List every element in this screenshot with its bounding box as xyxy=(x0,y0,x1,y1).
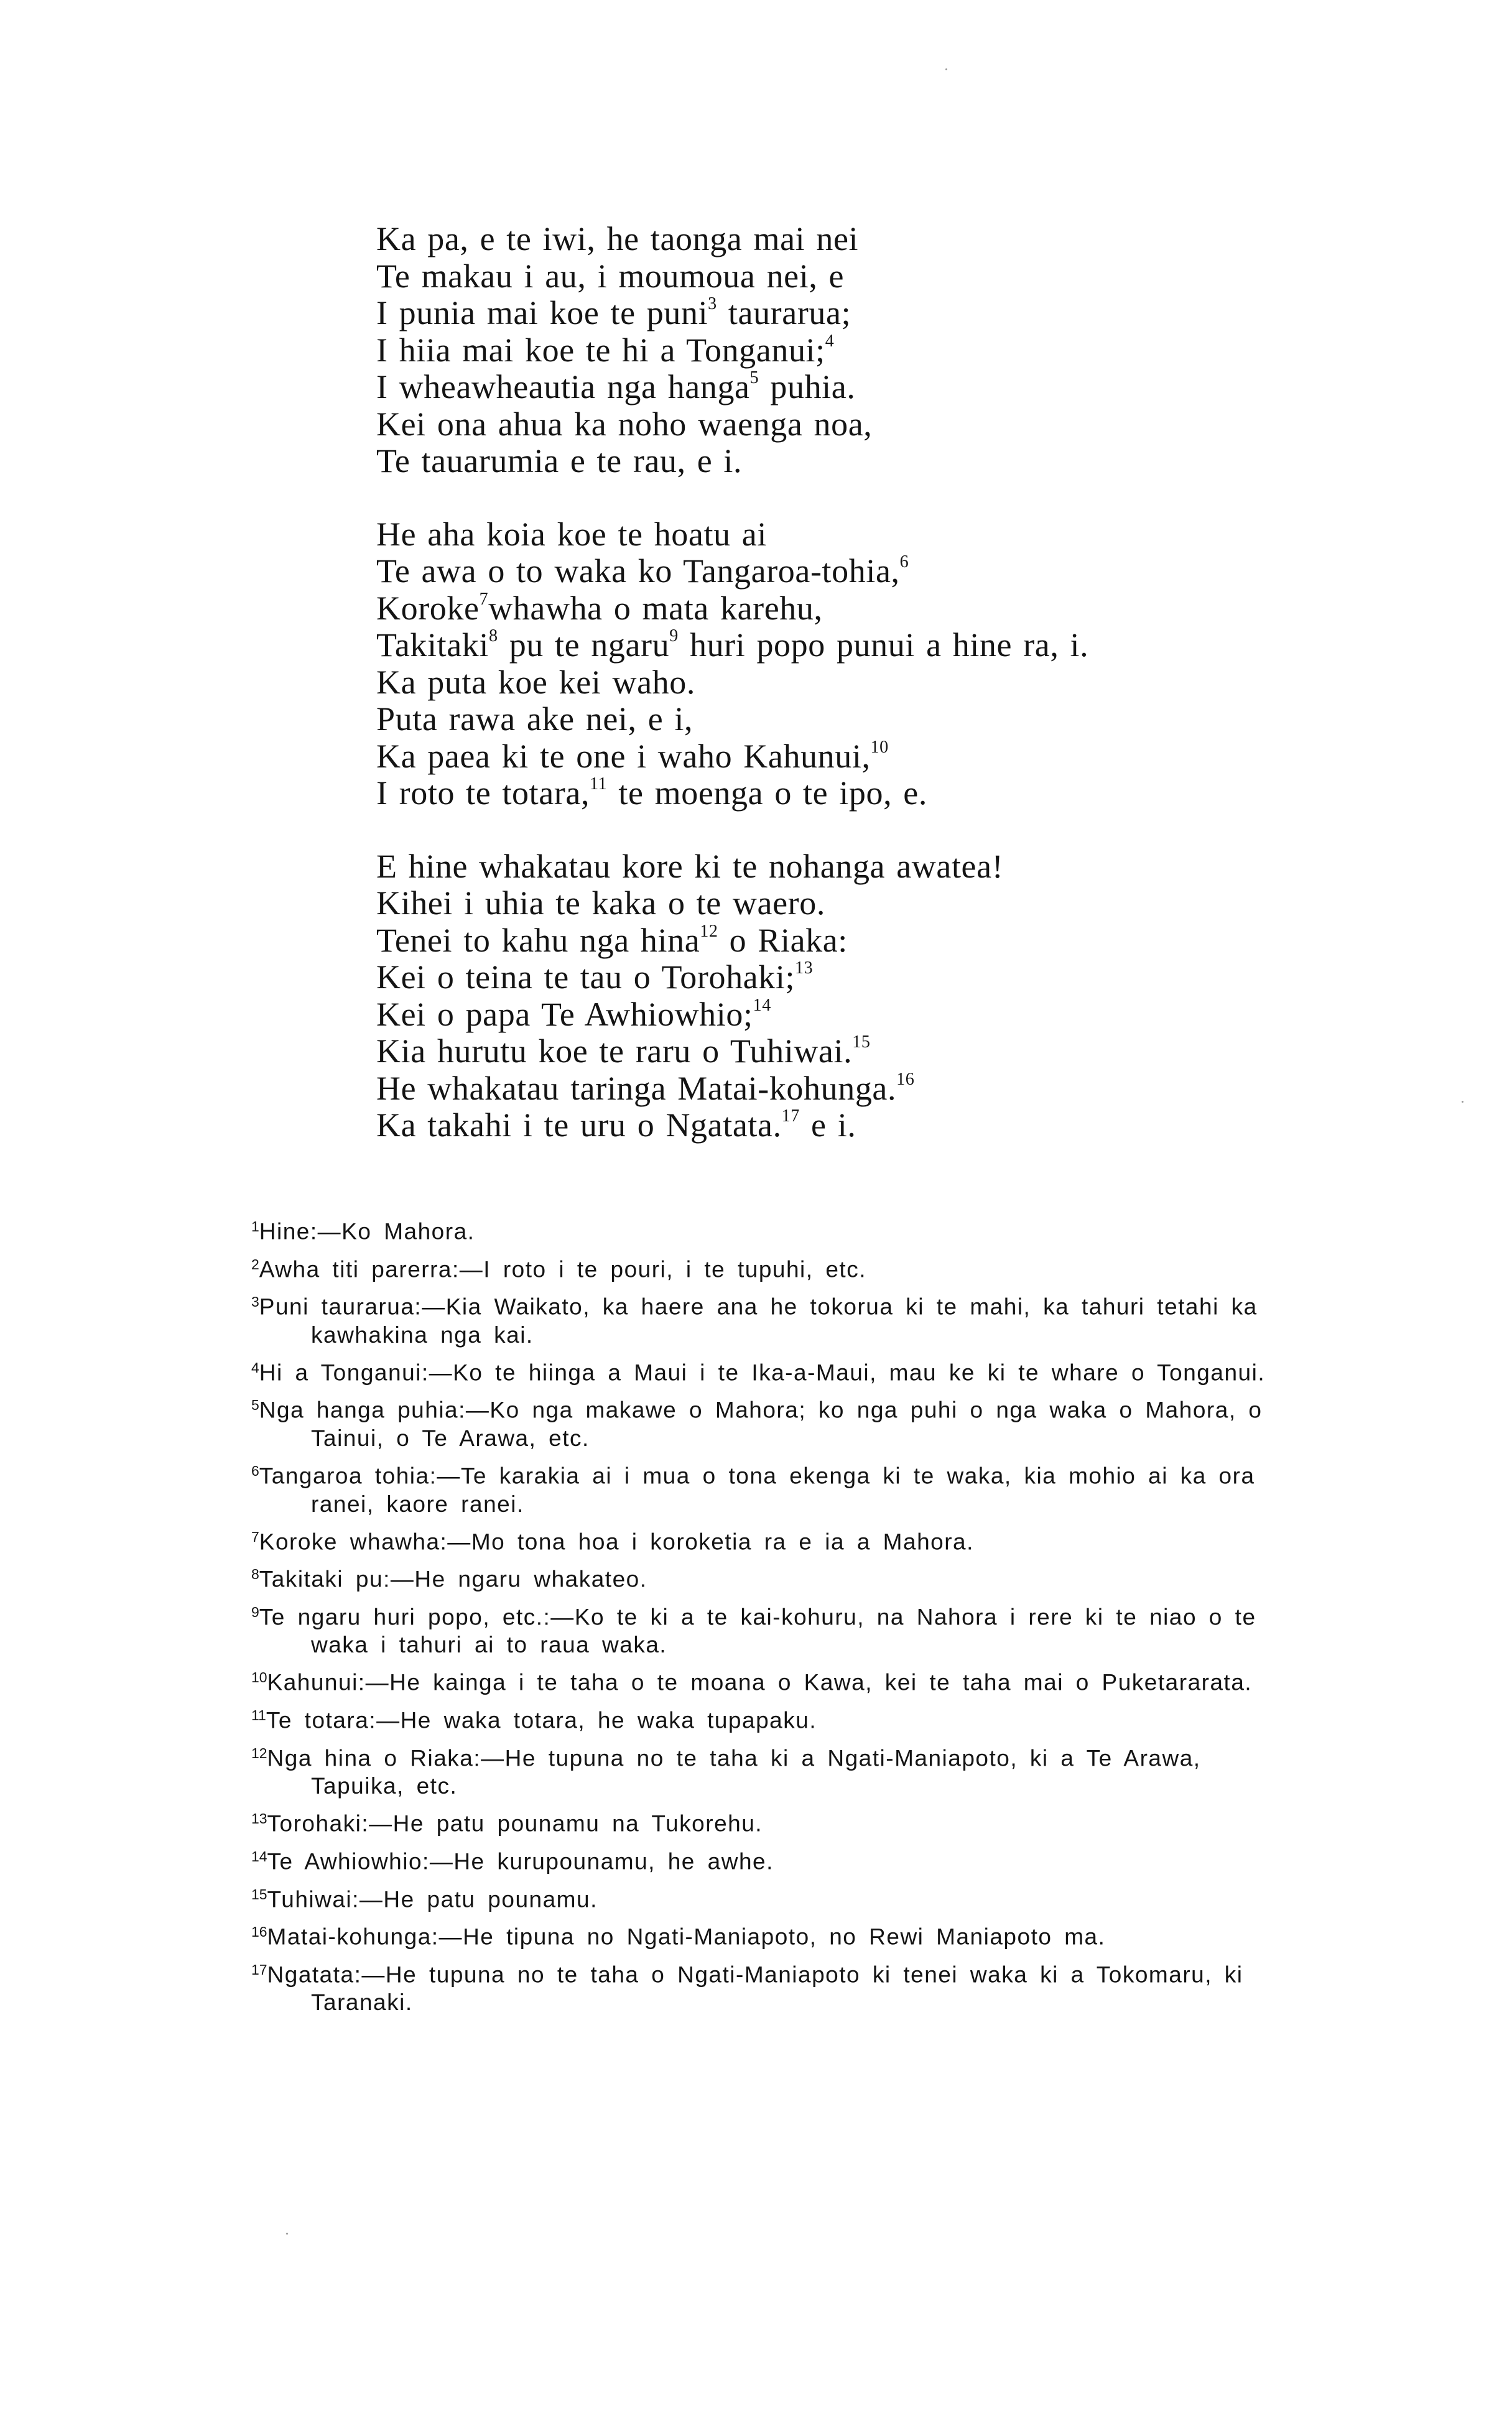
poem-line: E hine whakatau kore ki te nohanga awatea! xyxy=(376,847,1004,885)
footnote xyxy=(251,1251,1302,1284)
footnote-ref: 11 xyxy=(590,774,608,794)
poem-line: Takitaki$^8$ pu te ngaru$^9$ huri popo punui a hine ra, i. xyxy=(376,626,1089,664)
stanza xyxy=(376,516,1347,812)
scan-speck xyxy=(1462,1101,1463,1103)
footnote-number: 16 xyxy=(251,1924,267,1940)
footnote-term: Hine:— xyxy=(259,1218,342,1244)
footnote-term: Puni taurarua:— xyxy=(259,1294,446,1320)
footnote-ref: 7 xyxy=(479,589,489,609)
footnote-ref: 17 xyxy=(781,1106,800,1126)
scan-speck xyxy=(945,68,947,70)
footnote xyxy=(251,1740,1302,1800)
footnote-text: He patu pounamu. xyxy=(383,1886,598,1912)
footnote-term: Te Awhiowhio:— xyxy=(267,1848,454,1874)
footnote-number: 2 xyxy=(251,1256,259,1272)
footnote xyxy=(251,1843,1302,1876)
poem-line: I wheawheautia nga hanga$^5$ puhia. xyxy=(376,368,856,405)
footnote-ref: 9 xyxy=(669,626,679,646)
poem-line: He aha koia koe te hoatu ai xyxy=(376,515,767,553)
poem-line: Ka pa, e te iwi, he taonga mai nei xyxy=(376,220,859,257)
footnote-term: Koroke whawha:— xyxy=(259,1529,471,1555)
poem-line: I punia mai koe te puni$^3$ taurarua; xyxy=(376,294,851,331)
footnote xyxy=(251,1598,1302,1659)
footnote-text: He patu pounamu na Tukorehu. xyxy=(392,1810,763,1837)
footnote-text: I roto i te pouri, i te tupuhi, etc. xyxy=(483,1256,866,1282)
footnote-term: Tangaroa tohia:— xyxy=(259,1463,461,1489)
stanza xyxy=(376,221,1347,480)
footnote xyxy=(251,1391,1302,1452)
footnote-ref: 3 xyxy=(708,294,717,314)
footnote-text: He kurupounamu, he awhe. xyxy=(453,1848,774,1874)
poem-line: He whakatau taringa Matai-kohunga.$^{16}$ xyxy=(376,1069,915,1107)
footnote xyxy=(251,1702,1302,1735)
footnote xyxy=(251,1881,1302,1914)
poem xyxy=(376,221,1347,1180)
footnote-ref: 10 xyxy=(870,737,889,757)
poem-line: Kei o papa Te Awhiowhio;$^{14}$ xyxy=(376,995,771,1033)
poem-line: I hiia mai koe te hi a Tonganui;$^4$ xyxy=(376,331,835,369)
footnote-number: 7 xyxy=(251,1528,259,1545)
poem-line: Tenei to kahu nga hina$^{12}$ o Riaka: xyxy=(376,921,848,959)
footnote-ref: 15 xyxy=(852,1032,871,1052)
footnote-term: Torohaki:— xyxy=(267,1810,393,1837)
poem-line: Ka takahi i te uru o Ngatata.$^{17}$ e i. xyxy=(376,1106,856,1144)
footnote-text: He ngaru whakateo. xyxy=(414,1566,647,1592)
footnote-number: 1 xyxy=(251,1218,259,1235)
footnote-ref: 14 xyxy=(753,995,771,1015)
footnote xyxy=(251,1664,1302,1697)
footnote-text: Kia Waikato, ka haere ana he tokorua ki te mahi, ka tahuri tetahi ka kawhakina nga kai. xyxy=(311,1294,1258,1348)
footnote-text: Te karakia ai i mua o tona ekenga ki te waka, kia mohio ai ka ora ranei, kaore ranei. xyxy=(311,1463,1255,1517)
scan-speck xyxy=(286,2233,288,2235)
footnote-term: Te ngaru huri popo, etc.:— xyxy=(259,1604,575,1630)
footnote-number: 17 xyxy=(251,1961,267,1978)
footnote-number: 10 xyxy=(251,1669,267,1686)
footnote-number: 5 xyxy=(251,1397,259,1414)
footnote-ref: 16 xyxy=(896,1069,915,1089)
footnote-number: 15 xyxy=(251,1886,267,1902)
stanza xyxy=(376,848,1347,1144)
footnote xyxy=(251,1805,1302,1838)
poem-line: Te tauarumia e te rau, e i. xyxy=(376,442,743,480)
poem-line: Kei o teina te tau o Torohaki;$^{13}$ xyxy=(376,958,814,996)
footnote-ref: 6 xyxy=(899,552,909,572)
footnote-ref: 5 xyxy=(749,368,759,388)
footnote-number: 8 xyxy=(251,1566,259,1583)
footnote-term: Awha titi parerra:— xyxy=(259,1256,484,1282)
footnote-number: 9 xyxy=(251,1603,259,1620)
footnote xyxy=(251,1523,1302,1556)
footnote xyxy=(251,1354,1302,1387)
footnote-text: He waka totara, he waka tupapaku. xyxy=(400,1707,817,1733)
footnote-number: 4 xyxy=(251,1359,259,1376)
footnote-number: 14 xyxy=(251,1848,267,1865)
footnote-text: Ko nga makawe o Mahora; ko nga puhi o nga waka o Mahora, o Tainui, o Te Arawa, etc. xyxy=(311,1397,1263,1452)
footnote xyxy=(251,1918,1302,1951)
poem-line: Te awa o to waka ko Tangaroa-tohia,$^6$ xyxy=(376,552,909,590)
footnote-term: Ngatata:— xyxy=(267,1962,386,1988)
footnote-term: Hi a Tonganui:— xyxy=(259,1360,453,1386)
footnote-text: He tipuna no Ngati-Maniapoto, no Rewi Maniapoto ma. xyxy=(463,1924,1106,1950)
footnote-term: Tuhiwai:— xyxy=(267,1886,384,1912)
footnote-text: Ko te hiinga a Maui i te Ika-a-Maui, mau ke ki te whare o Tonganui. xyxy=(453,1360,1266,1386)
poem-line: Ka puta koe kei waho. xyxy=(376,663,695,701)
footnote-number: 11 xyxy=(251,1707,266,1724)
footnote xyxy=(251,1288,1302,1349)
footnote xyxy=(251,1956,1302,2017)
footnote-ref: 13 xyxy=(795,958,814,978)
footnote-ref: 8 xyxy=(488,626,498,646)
footnote-number: 3 xyxy=(251,1294,259,1310)
footnote-term: Kahunui:— xyxy=(267,1670,390,1696)
poem-line: Kia hurutu koe te raru o Tuhiwai.$^{15}$ xyxy=(376,1032,871,1070)
footnote-text: Ko Mahora. xyxy=(341,1218,475,1244)
footnote xyxy=(251,1213,1302,1246)
footnote-number: 6 xyxy=(251,1463,259,1480)
footnote-text: He kainga i te taha o te moana o Kawa, kei te taha mai o Puketararata. xyxy=(389,1670,1253,1696)
footnote-text: Ko te ki a te kai-kohuru, na Nahora i rere ki te niao o te waka i tahuri ai to raua waka. xyxy=(311,1604,1256,1658)
footnote-ref: 4 xyxy=(825,331,835,351)
poem-line: Kei ona ahua ka noho waenga noa, xyxy=(376,405,873,443)
poem-line: Koroke$^7$whawha o mata karehu, xyxy=(376,589,823,627)
footnote-number: 12 xyxy=(251,1745,267,1761)
footnote xyxy=(251,1560,1302,1593)
poem-line: Te makau i au, i moumoua nei, e xyxy=(376,257,845,295)
footnote-term: Te totara:— xyxy=(266,1707,401,1733)
footnote-term: Matai-kohunga:— xyxy=(267,1924,463,1950)
footnote-text: He tupuna no te taha ki a Ngati-Maniapoto, ki a Te Arawa, Tapuika, etc. xyxy=(311,1745,1201,1799)
footnote-term: Nga hina o Riaka:— xyxy=(267,1745,505,1771)
footnote-number: 13 xyxy=(251,1810,267,1827)
poem-line: I roto te totara,$^{11}$ te moenga o te ipo, e. xyxy=(376,774,927,812)
poem-line: Puta rawa ake nei, e i, xyxy=(376,700,693,738)
footnote xyxy=(251,1457,1302,1518)
footnote-text: Mo tona hoa i koroketia ra e ia a Mahora. xyxy=(471,1529,974,1555)
poem-line: Kihei i uhia te kaka o te waero. xyxy=(376,884,825,922)
poem-line: Ka paea ki te one i waho Kahunui,$^{10}$ xyxy=(376,737,889,775)
footnote-term: Takitaki pu:— xyxy=(259,1566,415,1592)
footnote-text: He tupuna no te taha o Ngati-Maniapoto ki tenei waka ki a Tokomaru, ki Taranaki. xyxy=(311,1962,1243,2016)
footnote-term: Nga hanga puhia:— xyxy=(259,1397,490,1424)
footnotes xyxy=(251,1213,1302,2021)
footnote-ref: 12 xyxy=(700,921,718,941)
